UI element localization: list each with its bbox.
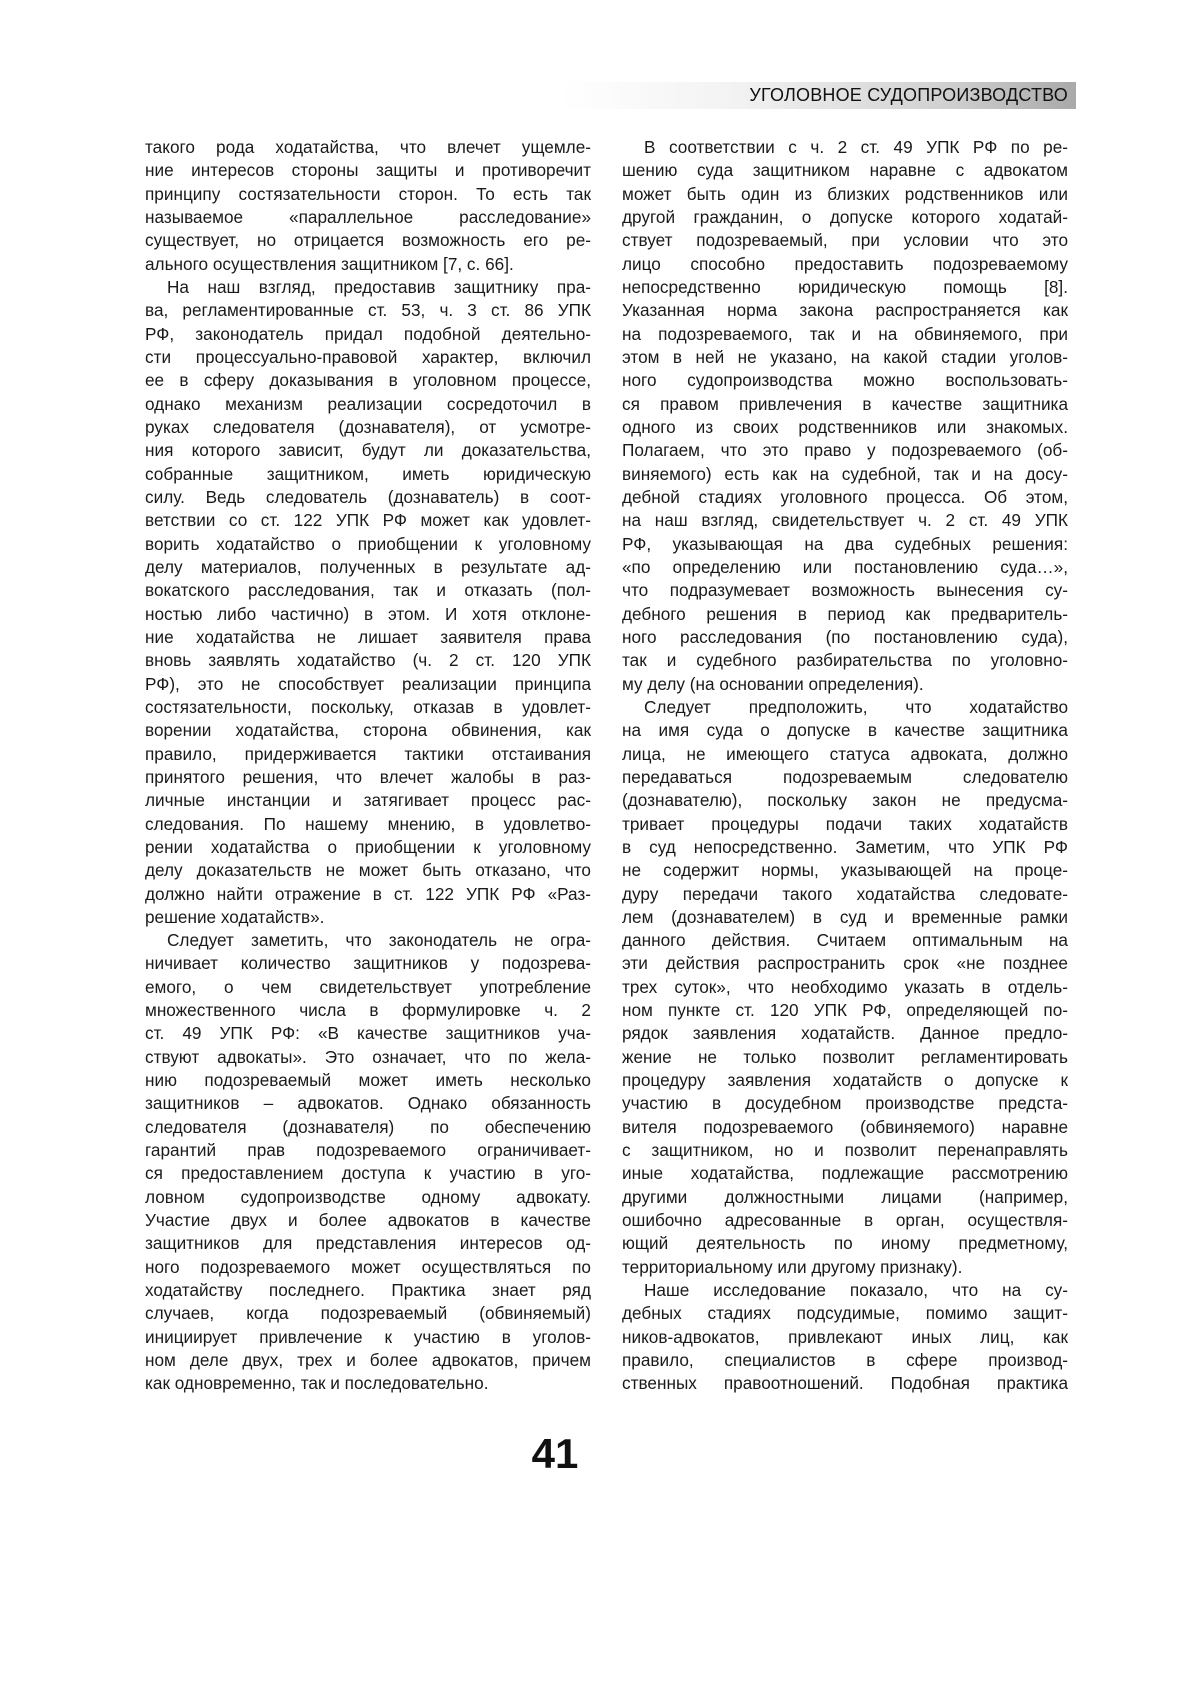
text-line: ветствии со ст. 122 УПК РФ может как удовлет- (145, 509, 591, 532)
text-line: ничивает количество защитников у подозрева- (145, 952, 591, 975)
text-line: дебных стадиях подсудимые, помимо защит- (622, 1302, 1068, 1325)
text-line: ходатайству последнего. Практика знает ряд (145, 1279, 591, 1302)
text-line: ющий деятельность по иному предметному, (622, 1232, 1068, 1255)
text-line: лем (дознавателем) в суд и временные рамки (622, 906, 1068, 929)
text-line: руках следователя (дознавателя), от усмотре- (145, 416, 591, 439)
text-line: правило, специалистов в сфере производ- (622, 1349, 1068, 1372)
text-line: так и судебного разбирательства по уголовно- (622, 649, 1068, 672)
text-line: РФ, указывающая на два судебных решения: (622, 533, 1068, 556)
text-line: как одновременно, так и последовательно. (145, 1372, 591, 1395)
text-line: вителя подозреваемого (обвиняемого) наравне (622, 1116, 1068, 1139)
paragraph (145, 136, 591, 276)
text-line: другими должностными лицами (например, (622, 1186, 1068, 1209)
text-line: гарантий прав подозреваемого ограничивает- (145, 1139, 591, 1162)
text-line: состязательности, поскольку, отказав в удовлет- (145, 696, 591, 719)
text-line: тривает процедуры подачи таких ходатайств (622, 813, 1068, 836)
text-line: личные инстанции и затягивает процесс рас- (145, 789, 591, 812)
text-line: случаев, когда подозреваемый (обвиняемый) (145, 1302, 591, 1325)
text-line: эти действия распространить срок «не позднее (622, 952, 1068, 975)
text-line: лица, не имеющего статуса адвоката, должно (622, 743, 1068, 766)
text-line: дебного решения в период как предваритель- (622, 603, 1068, 626)
text-line: РФ, законодатель придал подобной деятельно- (145, 323, 591, 346)
text-line: вокатского расследования, так и отказать (пол- (145, 579, 591, 602)
text-column-left (145, 136, 591, 1396)
text-line: однако механизм реализации сосредоточил в (145, 393, 591, 416)
text-line: ся правом привлечения в качестве защитника (622, 393, 1068, 416)
text-line: В соответствии с ч. 2 ст. 49 УПК РФ по ре- (622, 136, 1068, 159)
text-line: иные ходатайства, подлежащие рассмотрению (622, 1162, 1068, 1185)
text-line: ловном судопроизводстве одному адвокату. (145, 1186, 591, 1209)
text-line: на подозреваемого, так и на обвиняемого, при (622, 323, 1068, 346)
text-line: жение не только позволит регламентировать (622, 1046, 1068, 1069)
text-line: рении ходатайства о приобщении к уголовному (145, 836, 591, 859)
text-line: сти процессуально-правовой характер, включил (145, 346, 591, 369)
text-line: ников-адвокатов, привлекают иных лиц, как (622, 1326, 1068, 1349)
text-line: рядок заявления ходатайств. Данное предло- (622, 1022, 1068, 1045)
text-line: передаваться подозреваемым следователю (622, 766, 1068, 789)
paragraph (622, 1279, 1068, 1396)
text-line: На наш взгляд, предоставив защитнику пра- (145, 276, 591, 299)
text-line: ного подозреваемого может осуществляться по (145, 1256, 591, 1279)
text-line: ворить ходатайство о приобщении к уголовному (145, 533, 591, 556)
paragraph (622, 136, 1068, 696)
text-line: Указанная норма закона распространяется как (622, 299, 1068, 322)
text-line: Следует заметить, что законодатель не огра- (145, 929, 591, 952)
text-line: участию в досудебном производстве предста- (622, 1092, 1068, 1115)
text-line: нию подозреваемый может иметь несколько (145, 1069, 591, 1092)
text-line: что подразумевает возможность вынесения су- (622, 579, 1068, 602)
text-line: делу материалов, полученных в результате ад- (145, 556, 591, 579)
text-line: называемое «параллельное расследование» (145, 206, 591, 229)
text-line: дуру передачи такого ходатайства следовате- (622, 883, 1068, 906)
text-line: ном пункте ст. 120 УПК РФ, определяющей по- (622, 999, 1068, 1022)
text-line: шению суда защитником наравне с адвокатом (622, 159, 1068, 182)
page-number: 41 (0, 1430, 1110, 1478)
text-line: РФ), это не способствует реализации принципа (145, 673, 591, 696)
text-line: в суд непосредственно. Заметим, что УПК РФ (622, 836, 1068, 859)
text-line: может быть один из близких родственников или (622, 183, 1068, 206)
text-line: дебной стадиях уголовного процесса. Об этом, (622, 486, 1068, 509)
text-line: ностью либо частично) в этом. И хотя отклоне- (145, 603, 591, 626)
text-line: защитников для представления интересов од- (145, 1232, 591, 1255)
text-line: му делу (на основании определения). (622, 673, 1068, 696)
section-title: УГОЛОВНОЕ СУДОПРОИЗВОДСТВО (749, 85, 1068, 106)
text-line: такого рода ходатайства, что влечет ущемле- (145, 136, 591, 159)
text-line: лицо способно предоставить подозреваемому (622, 253, 1068, 276)
text-line: Участие двух и более адвокатов в качестве (145, 1209, 591, 1232)
paragraph (145, 276, 591, 929)
text-line: принятого решения, что влечет жалобы в раз- (145, 766, 591, 789)
text-line: ние интересов стороны защиты и противоречит (145, 159, 591, 182)
text-line: правило, придерживается тактики отстаивания (145, 743, 591, 766)
text-line: непосредственно юридическую помощь [8]. (622, 276, 1068, 299)
text-line: другой гражданин, о допуске которого ходатай- (622, 206, 1068, 229)
text-line: ст. 49 УПК РФ: «В качестве защитников уча- (145, 1022, 591, 1045)
text-line: ошибочно адресованные в орган, осуществля- (622, 1209, 1068, 1232)
text-line: данного действия. Считаем оптимальным на (622, 929, 1068, 952)
text-line: инициирует привлечение к участию в уголов- (145, 1326, 591, 1349)
text-line: ствует подозреваемый, при условии что это (622, 229, 1068, 252)
text-line: следователя (дознавателя) по обеспечению (145, 1116, 591, 1139)
text-line: ние ходатайства не лишает заявителя права (145, 626, 591, 649)
paragraph (622, 696, 1068, 1279)
text-line: должно найти отражение в ст. 122 УПК РФ «Раз- (145, 883, 591, 906)
text-column-right (622, 136, 1068, 1396)
text-line: ее в сферу доказывания в уголовном процессе, (145, 369, 591, 392)
text-line: силу. Ведь следователь (дознаватель) в соот- (145, 486, 591, 509)
text-line: емого, о чем свидетельствует употребление (145, 976, 591, 999)
text-line: «по определению или постановлению суда…», (622, 556, 1068, 579)
text-line: множественного числа в формулировке ч. 2 (145, 999, 591, 1022)
text-line: трех суток», что необходимо указать в отдель- (622, 976, 1068, 999)
text-line: ва, регламентированные ст. 53, ч. 3 ст. 86 УПК (145, 299, 591, 322)
text-line: вновь заявлять ходатайство (ч. 2 ст. 120 УПК (145, 649, 591, 672)
text-line: на наш взгляд, свидетельствует ч. 2 ст. 49 УПК (622, 509, 1068, 532)
text-line: этом в ней не указано, на какой стадии уголов- (622, 346, 1068, 369)
text-line: ворении ходатайства, сторона обвинения, как (145, 719, 591, 742)
text-line: Полагаем, что это право у подозреваемого (об- (622, 439, 1068, 462)
text-line: ного судопроизводства можно воспользовать- (622, 369, 1068, 392)
text-line: защитников – адвокатов. Однако обязанность (145, 1092, 591, 1115)
text-line: ствуют адвокаты». Это означает, что по жела- (145, 1046, 591, 1069)
text-line: существует, но отрицается возможность его ре- (145, 229, 591, 252)
text-line: следования. По нашему мнению, в удовлетво- (145, 813, 591, 836)
text-line: ния которого зависит, будут ли доказательства, (145, 439, 591, 462)
text-line: ного расследования (по постановлению суда), (622, 626, 1068, 649)
text-line: на имя суда о допуске в качестве защитника (622, 719, 1068, 742)
text-line: собранные защитником, иметь юридическую (145, 463, 591, 486)
text-line: процедуру заявления ходатайств о допуске к (622, 1069, 1068, 1092)
text-line: ственных правоотношений. Подобная практика (622, 1372, 1068, 1395)
text-line: делу доказательств не может быть отказано, что (145, 859, 591, 882)
text-line: принципу состязательности сторон. То есть так (145, 183, 591, 206)
running-header (560, 82, 1076, 109)
text-line: ального осуществления защитником [7, с. 66]. (145, 253, 591, 276)
text-line: Следует предположить, что ходатайство (622, 696, 1068, 719)
text-line: виняемого) есть как на судебной, так и на досу- (622, 463, 1068, 486)
text-line: ном деле двух, трех и более адвокатов, причем (145, 1349, 591, 1372)
text-line: решение ходатайств». (145, 906, 591, 929)
text-line: с защитником, но и позволит перенаправлять (622, 1139, 1068, 1162)
text-line: (дознавателю), поскольку закон не предусма- (622, 789, 1068, 812)
text-line: ся предоставлением доступа к участию в уго- (145, 1162, 591, 1185)
text-line: не содержит нормы, указывающей на проце- (622, 859, 1068, 882)
text-line: Наше исследование показало, что на су- (622, 1279, 1068, 1302)
text-line: одного из своих родственников или знакомых. (622, 416, 1068, 439)
text-line: территориальному или другому признаку). (622, 1256, 1068, 1279)
paragraph (145, 929, 591, 1396)
